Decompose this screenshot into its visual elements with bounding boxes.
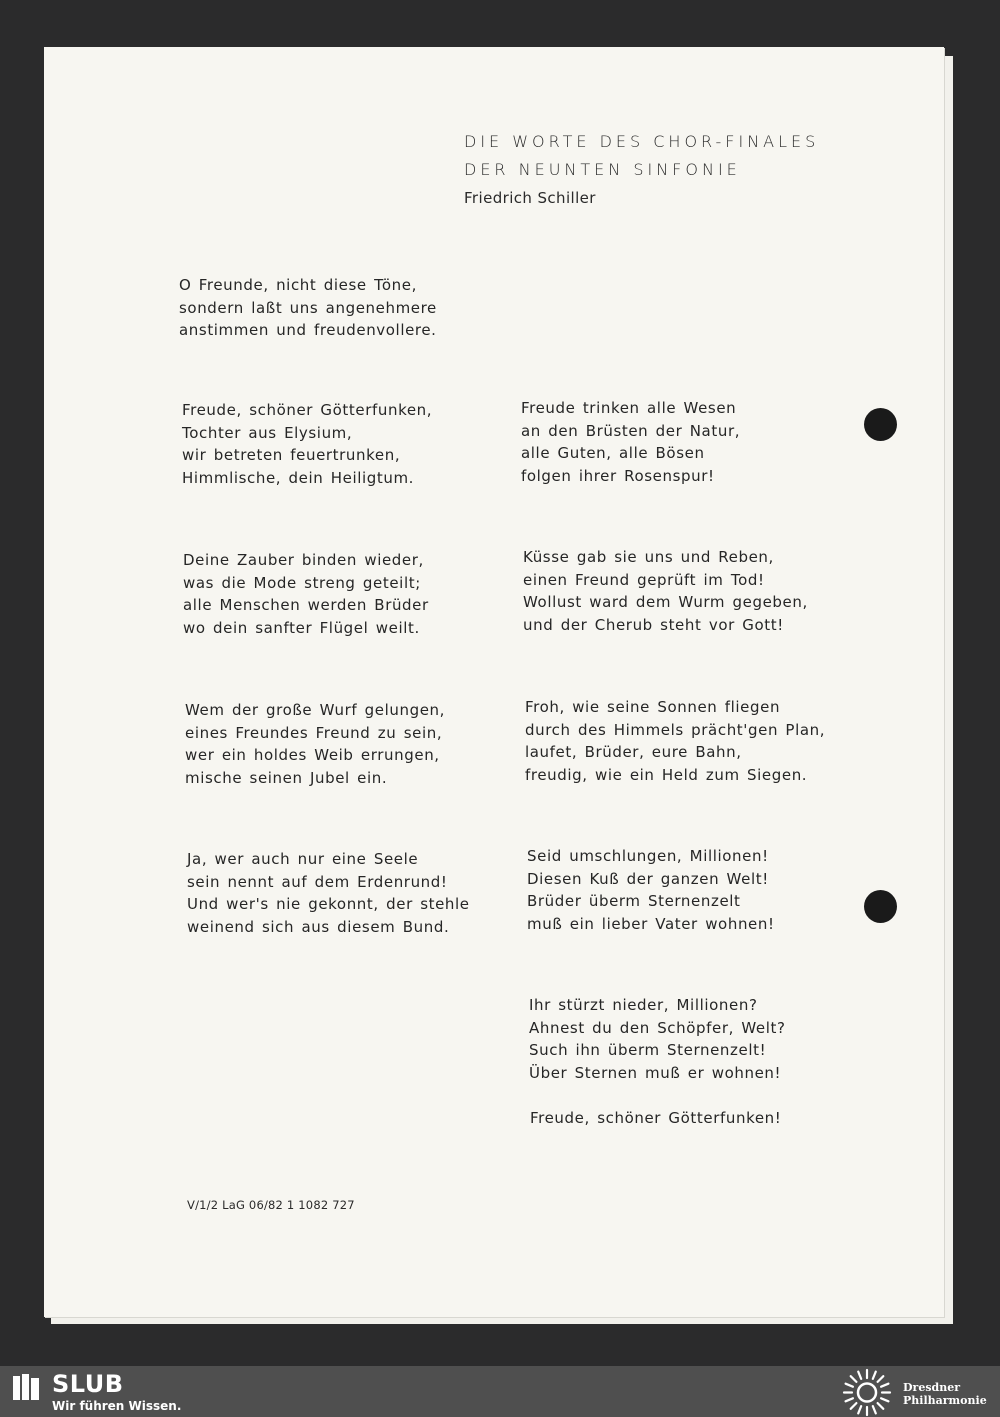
slub-logo-name[interactable]: SLUB [52, 1370, 124, 1398]
philharmonie-logo-name[interactable] [903, 1381, 987, 1407]
verse-line: alle Guten, alle Bösen [521, 444, 705, 462]
verse-line: Freude, schöner Götterfunken, [182, 401, 433, 419]
verse-line: Brüder überm Sternenzelt [527, 892, 741, 910]
title-line: DER NEUNTEN SINFONIE [464, 160, 741, 179]
stanza-right-2 [523, 546, 808, 636]
verse-line: wo dein sanfter Flügel weilt. [183, 618, 420, 637]
verse-line: und der Cherub steht vor Gott! [523, 615, 784, 634]
stanza-right-6 [530, 1107, 781, 1130]
verse-line: Küsse gab sie uns und Reben, [523, 548, 774, 566]
document-page [44, 47, 944, 1317]
verse-line: weinend sich aus diesem Bund. [187, 917, 450, 936]
verse-line: alle Menschen werden Brüder [183, 596, 429, 614]
stanza-left-2 [183, 549, 429, 639]
verse-line: Tochter aus Elysium, [182, 423, 353, 442]
punch-hole [864, 890, 897, 923]
verse-line: laufet, Brüder, eure Bahn, [525, 743, 742, 761]
verse-line: was die Mode streng geteilt; [183, 573, 421, 592]
verse-line: wer ein holdes Weib errungen, [185, 746, 440, 764]
verse-line: folgen ihrer Rosenspur! [521, 466, 715, 485]
stanza-right-3 [525, 696, 825, 786]
verse-line: Ja, wer auch nur eine Seele [187, 850, 419, 868]
print-code: V/1/2 LaG 06/82 1 1082 727 [187, 1198, 355, 1212]
verse-line: wir betreten feuertrunken, [182, 446, 401, 464]
stanza-left-1 [182, 399, 432, 489]
verse-line: Freude trinken alle Wesen [521, 399, 737, 417]
intro-stanza [179, 274, 437, 342]
verse-line: Himmlische, dein Heiligtum. [182, 468, 415, 487]
stanza-right-5 [529, 994, 786, 1084]
verse-line: Wem der große Wurf gelungen, [185, 701, 446, 719]
verse-line: Ahnest du den Schöpfer, Welt? [529, 1018, 786, 1037]
verse-line: Such ihn überm Sternenzelt! [529, 1041, 767, 1059]
verse-line: sein nennt auf dem Erdenrund! [187, 872, 448, 891]
philharmonie-name-line: Philharmonie [903, 1394, 987, 1407]
stanza-right-1 [521, 397, 740, 487]
document-title [464, 128, 819, 184]
verse-line: eines Freundes Freund zu sein, [185, 723, 443, 742]
slub-logo-tagline: Wir führen Wissen. [52, 1399, 182, 1413]
verse-line: O Freunde, nicht diese Töne, [179, 276, 417, 294]
verse-line: Froh, wie seine Sonnen fliegen [525, 698, 781, 716]
verse-line: Wollust ward dem Wurm gegeben, [523, 593, 808, 611]
author-name: Friedrich Schiller [464, 189, 596, 207]
verse-line: Diesen Kuß der ganzen Welt! [527, 869, 769, 888]
title-line: DIE WORTE DES CHOR-FINALES [464, 132, 820, 151]
verse-line: Freude, schöner Götterfunken! [530, 1109, 782, 1127]
verse-line: Und wer's nie gekonnt, der stehle [187, 895, 470, 913]
verse-line: anstimmen und freudenvollere. [179, 321, 437, 339]
stanza-left-3 [185, 699, 445, 789]
stanza-right-4 [527, 845, 775, 935]
verse-line: Ihr stürzt nieder, Millionen? [529, 996, 758, 1014]
verse-line: an den Brüsten der Natur, [521, 421, 741, 440]
verse-line: freudig, wie ein Held zum Siegen. [525, 765, 808, 784]
verse-line: Seid umschlungen, Millionen! [527, 847, 769, 865]
verse-line: Deine Zauber binden wieder, [183, 551, 424, 569]
stanza-left-4 [187, 848, 470, 938]
philharmonie-logo-icon[interactable] [842, 1368, 892, 1417]
philharmonie-name-line: Dresdner [903, 1381, 961, 1394]
verse-line: durch des Himmels prächt'gen Plan, [525, 720, 826, 739]
slub-logo-icon[interactable] [13, 1374, 39, 1400]
punch-hole [864, 408, 897, 441]
verse-line: Über Sternen muß er wohnen! [529, 1063, 782, 1082]
verse-line: mische seinen Jubel ein. [185, 768, 388, 787]
verse-line: sondern laßt uns angenehmere [179, 298, 437, 317]
verse-line: einen Freund geprüft im Tod! [523, 570, 765, 589]
verse-line: muß ein lieber Vater wohnen! [527, 914, 775, 933]
